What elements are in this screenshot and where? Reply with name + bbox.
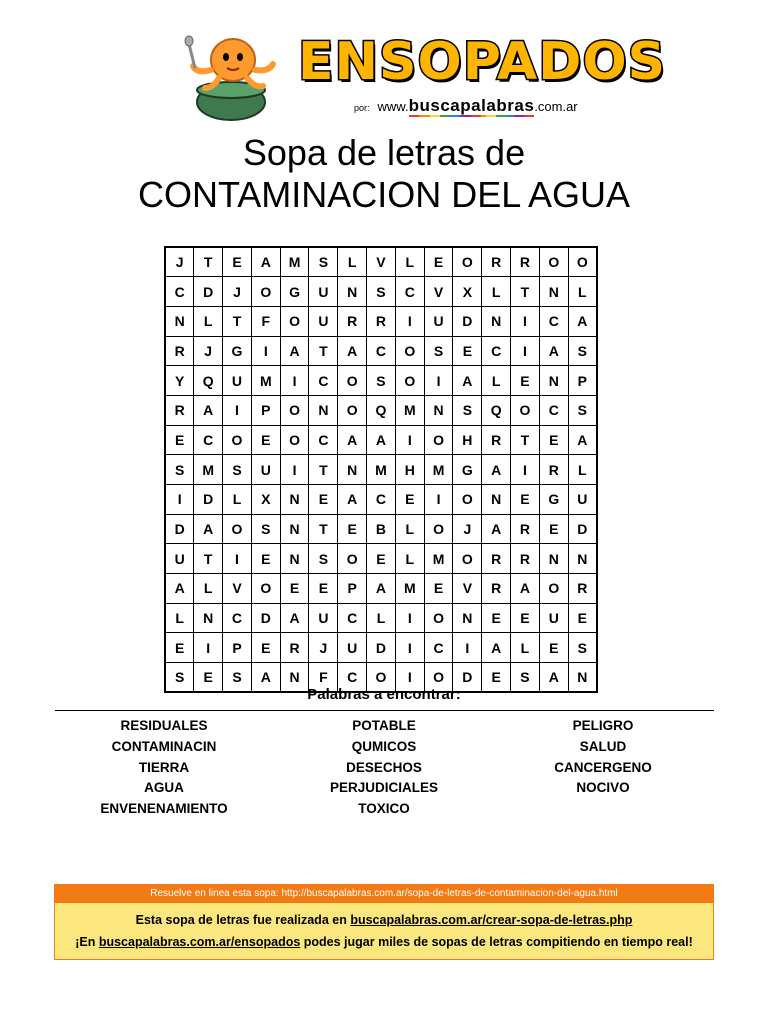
grid-cell: D xyxy=(194,277,223,307)
grid-cell: R xyxy=(568,574,597,604)
grid-cell: S xyxy=(511,663,540,693)
grid-cell: O xyxy=(424,425,453,455)
footer-line-1 xyxy=(55,909,713,931)
byline-tld: .com.ar xyxy=(534,99,578,114)
word-list-column-2 xyxy=(274,716,494,820)
grid-cell: A xyxy=(367,574,396,604)
grid-row xyxy=(165,514,597,544)
grid-cell: S xyxy=(309,544,338,574)
grid-cell: N xyxy=(539,544,568,574)
grid-cell: T xyxy=(511,425,540,455)
grid-cell: R xyxy=(511,544,540,574)
grid-cell: E xyxy=(309,485,338,515)
grid-cell: S xyxy=(453,395,482,425)
grid-cell: U xyxy=(309,306,338,336)
grid-row xyxy=(165,306,597,336)
grid-cell: O xyxy=(395,366,424,396)
grid-cell: M xyxy=(280,247,309,277)
grid-cell: E xyxy=(194,663,223,693)
grid-cell: I xyxy=(395,633,424,663)
grid-cell: A xyxy=(338,485,367,515)
grid-cell: T xyxy=(309,455,338,485)
grid-cell: D xyxy=(568,514,597,544)
grid-cell: I xyxy=(511,455,540,485)
word-item: TOXICO xyxy=(358,801,410,817)
grid-cell: N xyxy=(424,395,453,425)
grid-cell: M xyxy=(424,544,453,574)
byline-www: www. xyxy=(377,99,409,114)
grid-cell: R xyxy=(165,395,194,425)
grid-cell: N xyxy=(280,514,309,544)
grid-cell: O xyxy=(511,395,540,425)
word-item: DESECHOS xyxy=(346,759,422,775)
grid-cell: I xyxy=(194,633,223,663)
grid-cell: E xyxy=(568,603,597,633)
grid-cell: L xyxy=(395,247,424,277)
grid-cell: C xyxy=(539,306,568,336)
grid-cell: A xyxy=(482,633,511,663)
grid-cell: N xyxy=(568,544,597,574)
grid-cell: C xyxy=(424,633,453,663)
grid-cell: Y xyxy=(165,366,194,396)
grid-cell: O xyxy=(251,277,280,307)
grid-cell: U xyxy=(424,306,453,336)
grid-cell: I xyxy=(424,366,453,396)
grid-cell: C xyxy=(194,425,223,455)
footer-line-1-text: Esta sopa de letras fue realizada en xyxy=(135,913,351,927)
grid-cell: R xyxy=(482,574,511,604)
brand-logo xyxy=(298,30,667,120)
grid-cell: O xyxy=(367,663,396,693)
grid-cell: U xyxy=(309,277,338,307)
word-item: QUMICOS xyxy=(351,738,417,754)
grid-row xyxy=(165,395,597,425)
grid-cell: E xyxy=(424,574,453,604)
word-item: CONTAMINACIN xyxy=(111,738,217,754)
grid-cell: L xyxy=(367,603,396,633)
grid-cell: E xyxy=(453,336,482,366)
grid-cell: M xyxy=(424,455,453,485)
grid-cell: R xyxy=(511,514,540,544)
grid-cell: Q xyxy=(482,395,511,425)
grid-cell: O xyxy=(453,247,482,277)
grid-cell: F xyxy=(251,306,280,336)
grid-cell: A xyxy=(280,336,309,366)
grid-cell: R xyxy=(482,544,511,574)
grid-row xyxy=(165,603,597,633)
grid-cell: U xyxy=(223,366,252,396)
grid-cell: D xyxy=(251,603,280,633)
grid-cell: R xyxy=(280,633,309,663)
grid-cell: N xyxy=(194,603,223,633)
grid-cell: P xyxy=(338,574,367,604)
divider xyxy=(55,710,714,711)
grid-cell: N xyxy=(280,544,309,574)
title-line-1: Sopa de letras de xyxy=(242,132,526,173)
footer-line-2-post: podes jugar miles de sopas de letras compitiendo en tiempo real! xyxy=(300,935,693,949)
grid-cell: O xyxy=(338,544,367,574)
grid-cell: E xyxy=(251,633,280,663)
grid-cell: O xyxy=(568,247,597,277)
grid-cell: L xyxy=(395,544,424,574)
grid-cell: A xyxy=(568,425,597,455)
grid-cell: C xyxy=(482,336,511,366)
grid-cell: C xyxy=(338,663,367,693)
brand-byline xyxy=(354,96,578,116)
footer-line-2 xyxy=(55,931,713,953)
grid-cell: P xyxy=(568,366,597,396)
grid-cell: U xyxy=(568,485,597,515)
grid-cell: E xyxy=(309,574,338,604)
grid-cell: U xyxy=(165,544,194,574)
grid-cell: O xyxy=(338,395,367,425)
grid-row xyxy=(165,544,597,574)
grid-cell: S xyxy=(309,247,338,277)
footer-box xyxy=(54,884,714,960)
grid-cell: R xyxy=(338,306,367,336)
grid-cell: D xyxy=(453,306,482,336)
grid-cell: O xyxy=(338,366,367,396)
grid-cell: V xyxy=(367,247,396,277)
grid-cell: A xyxy=(482,514,511,544)
grid-cell: C xyxy=(338,603,367,633)
grid-row xyxy=(165,633,597,663)
grid-cell: P xyxy=(251,395,280,425)
grid-cell: E xyxy=(367,544,396,574)
grid-cell: N xyxy=(338,455,367,485)
word-item: TIERRA xyxy=(138,759,190,775)
grid-cell: P xyxy=(223,633,252,663)
grid-cell: U xyxy=(309,603,338,633)
grid-cell: E xyxy=(165,425,194,455)
grid-cell: I xyxy=(280,455,309,485)
grid-cell: E xyxy=(539,514,568,544)
grid-cell: C xyxy=(165,277,194,307)
grid-row xyxy=(165,336,597,366)
grid-cell: D xyxy=(453,663,482,693)
grid-cell: H xyxy=(453,425,482,455)
grid-cell: J xyxy=(453,514,482,544)
grid-cell: N xyxy=(539,277,568,307)
grid-cell: A xyxy=(568,306,597,336)
grid-cell: L xyxy=(223,485,252,515)
word-list-column-1 xyxy=(54,716,274,820)
grid-cell: N xyxy=(453,603,482,633)
grid-cell: S xyxy=(223,663,252,693)
grid-cell: M xyxy=(194,455,223,485)
grid-cell: A xyxy=(194,395,223,425)
grid-cell: O xyxy=(280,306,309,336)
grid-cell: O xyxy=(539,574,568,604)
grid-cell: E xyxy=(424,247,453,277)
grid-cell: M xyxy=(395,395,424,425)
grid-cell: O xyxy=(453,485,482,515)
grid-cell: U xyxy=(338,633,367,663)
title-line-2: CONTAMINACION DEL AGUA xyxy=(137,174,631,215)
grid-cell: L xyxy=(338,247,367,277)
grid-cell: J xyxy=(309,633,338,663)
grid-cell: E xyxy=(165,633,194,663)
grid-cell: L xyxy=(482,277,511,307)
grid-cell: I xyxy=(280,366,309,396)
grid-cell: D xyxy=(367,633,396,663)
grid-cell: E xyxy=(511,485,540,515)
grid-cell: I xyxy=(223,395,252,425)
grid-row xyxy=(165,425,597,455)
grid-cell: J xyxy=(194,336,223,366)
grid-cell: O xyxy=(223,425,252,455)
grid-cell: M xyxy=(367,455,396,485)
word-item: AGUA xyxy=(144,780,184,796)
grid-cell: I xyxy=(223,544,252,574)
create-puzzle-link[interactable]: buscapalabras.com.ar/crear-sopa-de-letras.php xyxy=(350,913,633,927)
grid-cell: A xyxy=(165,574,194,604)
grid-row xyxy=(165,485,597,515)
grid-cell: A xyxy=(539,663,568,693)
grid-cell: L xyxy=(568,455,597,485)
grid-cell: A xyxy=(280,603,309,633)
grid-cell: A xyxy=(539,336,568,366)
grid-cell: C xyxy=(309,366,338,396)
footer-line-2-pre: ¡En xyxy=(75,935,99,949)
word-item: POTABLE xyxy=(352,718,416,733)
grid-cell: S xyxy=(568,395,597,425)
grid-cell: O xyxy=(395,336,424,366)
grid-cell: A xyxy=(511,574,540,604)
grid-cell: S xyxy=(568,633,597,663)
grid-cell: E xyxy=(539,425,568,455)
grid-cell: A xyxy=(367,425,396,455)
grid-cell: O xyxy=(453,544,482,574)
grid-cell: I xyxy=(395,603,424,633)
grid-cell: O xyxy=(251,574,280,604)
grid-cell: A xyxy=(251,247,280,277)
grid-cell: S xyxy=(165,663,194,693)
grid-cell: I xyxy=(395,663,424,693)
grid-cell: I xyxy=(395,306,424,336)
grid-cell: T xyxy=(223,306,252,336)
grid-cell: O xyxy=(424,663,453,693)
word-item: PERJUDICIALES xyxy=(329,780,439,796)
grid-cell: A xyxy=(338,425,367,455)
grid-cell: T xyxy=(194,544,223,574)
grid-cell: B xyxy=(367,514,396,544)
grid-cell: N xyxy=(309,395,338,425)
grid-cell: S xyxy=(251,514,280,544)
grid-cell: E xyxy=(251,544,280,574)
grid-cell: E xyxy=(280,574,309,604)
grid-cell: N xyxy=(165,306,194,336)
grid-cell: V xyxy=(453,574,482,604)
words-heading: Palabras a encontrar: xyxy=(307,686,461,703)
grid-cell: L xyxy=(165,603,194,633)
grid-cell: N xyxy=(539,366,568,396)
grid-cell: Q xyxy=(194,366,223,396)
grid-cell: G xyxy=(280,277,309,307)
grid-cell: S xyxy=(165,455,194,485)
grid-cell: L xyxy=(194,306,223,336)
grid-cell: G xyxy=(453,455,482,485)
grid-cell: T xyxy=(194,247,223,277)
grid-cell: E xyxy=(251,425,280,455)
grid-cell: A xyxy=(251,663,280,693)
grid-cell: A xyxy=(338,336,367,366)
grid-cell: C xyxy=(309,425,338,455)
grid-cell: N xyxy=(482,306,511,336)
grid-cell: O xyxy=(424,514,453,544)
word-item: NOCIVO xyxy=(576,780,630,796)
grid-cell: N xyxy=(280,663,309,693)
grid-cell: S xyxy=(568,336,597,366)
grid-cell: N xyxy=(482,485,511,515)
grid-cell: G xyxy=(223,336,252,366)
page-title xyxy=(0,132,768,216)
word-item: CANCERGENO xyxy=(554,759,652,775)
grid-cell: N xyxy=(280,485,309,515)
grid-cell: I xyxy=(453,633,482,663)
grid-cell: C xyxy=(395,277,424,307)
grid-cell: C xyxy=(367,485,396,515)
grid-cell: C xyxy=(539,395,568,425)
grid-cell: O xyxy=(424,603,453,633)
grid-cell: E xyxy=(482,603,511,633)
grid-cell: X xyxy=(251,485,280,515)
grid-cell: N xyxy=(568,663,597,693)
octopus-in-pot-icon xyxy=(183,30,278,125)
grid-cell: L xyxy=(568,277,597,307)
grid-cell: J xyxy=(223,277,252,307)
word-list-column-3 xyxy=(493,716,713,799)
word-item: PELIGRO xyxy=(572,718,634,733)
grid-cell: R xyxy=(511,247,540,277)
word-item: ENVENENAMIENTO xyxy=(100,801,228,817)
grid-cell: I xyxy=(511,306,540,336)
grid-cell: N xyxy=(338,277,367,307)
grid-cell: R xyxy=(482,425,511,455)
grid-cell: I xyxy=(251,336,280,366)
grid-cell: L xyxy=(395,514,424,544)
grid-cell: S xyxy=(223,455,252,485)
grid-row xyxy=(165,455,597,485)
grid-cell: I xyxy=(395,425,424,455)
grid-cell: M xyxy=(395,574,424,604)
grid-cell: A xyxy=(482,455,511,485)
grid-cell: J xyxy=(165,247,194,277)
grid-cell: S xyxy=(424,336,453,366)
word-item: SALUD xyxy=(579,738,627,754)
grid-cell: V xyxy=(424,277,453,307)
grid-cell: I xyxy=(424,485,453,515)
grid-cell: F xyxy=(309,663,338,693)
grid-cell: R xyxy=(367,306,396,336)
grid-cell: V xyxy=(223,574,252,604)
grid-cell: L xyxy=(194,574,223,604)
grid-cell: D xyxy=(165,514,194,544)
grid-cell: R xyxy=(482,247,511,277)
grid-cell: O xyxy=(539,247,568,277)
grid-cell: I xyxy=(165,485,194,515)
grid-cell: G xyxy=(539,485,568,515)
grid-row xyxy=(165,277,597,307)
grid-cell: E xyxy=(482,663,511,693)
grid-cell: C xyxy=(223,603,252,633)
grid-row xyxy=(165,247,597,277)
grid-cell: M xyxy=(251,366,280,396)
grid-cell: A xyxy=(453,366,482,396)
grid-cell: S xyxy=(367,366,396,396)
letter-grid xyxy=(164,246,598,693)
byline-por: por: xyxy=(354,103,370,113)
grid-cell: H xyxy=(395,455,424,485)
grid-cell: E xyxy=(395,485,424,515)
grid-cell: T xyxy=(309,514,338,544)
grid-cell: E xyxy=(511,603,540,633)
byline-domain: buscapalabras xyxy=(408,96,535,115)
grid-cell: I xyxy=(511,336,540,366)
grid-cell: E xyxy=(223,247,252,277)
grid-cell: O xyxy=(280,395,309,425)
grid-cell: S xyxy=(367,277,396,307)
grid-cell: E xyxy=(539,633,568,663)
ensopados-link[interactable]: buscapalabras.com.ar/ensopados xyxy=(98,935,301,949)
grid-cell: T xyxy=(309,336,338,366)
grid-row xyxy=(165,366,597,396)
grid-cell: X xyxy=(453,277,482,307)
grid-cell: R xyxy=(165,336,194,366)
grid-cell: T xyxy=(511,277,540,307)
grid-cell: O xyxy=(280,425,309,455)
grid-cell: O xyxy=(223,514,252,544)
grid-cell: A xyxy=(194,514,223,544)
grid-cell: U xyxy=(251,455,280,485)
grid-cell: R xyxy=(539,455,568,485)
grid-cell: C xyxy=(367,336,396,366)
word-item: RESIDUALES xyxy=(120,718,208,733)
grid-cell: Q xyxy=(367,395,396,425)
grid-row xyxy=(165,574,597,604)
footer-solve-online-link[interactable]: Resuelve en linea esta sopa: http://buscapalabras.com.ar/sopa-de-letras-de-contaminacion-del-agua.html xyxy=(55,885,713,903)
grid-cell: E xyxy=(511,366,540,396)
grid-cell: E xyxy=(338,514,367,544)
grid-cell: L xyxy=(511,633,540,663)
grid-cell: U xyxy=(539,603,568,633)
grid-cell: D xyxy=(194,485,223,515)
brand-wordmark: ENSOPADOS xyxy=(298,32,667,92)
grid-cell: L xyxy=(482,366,511,396)
